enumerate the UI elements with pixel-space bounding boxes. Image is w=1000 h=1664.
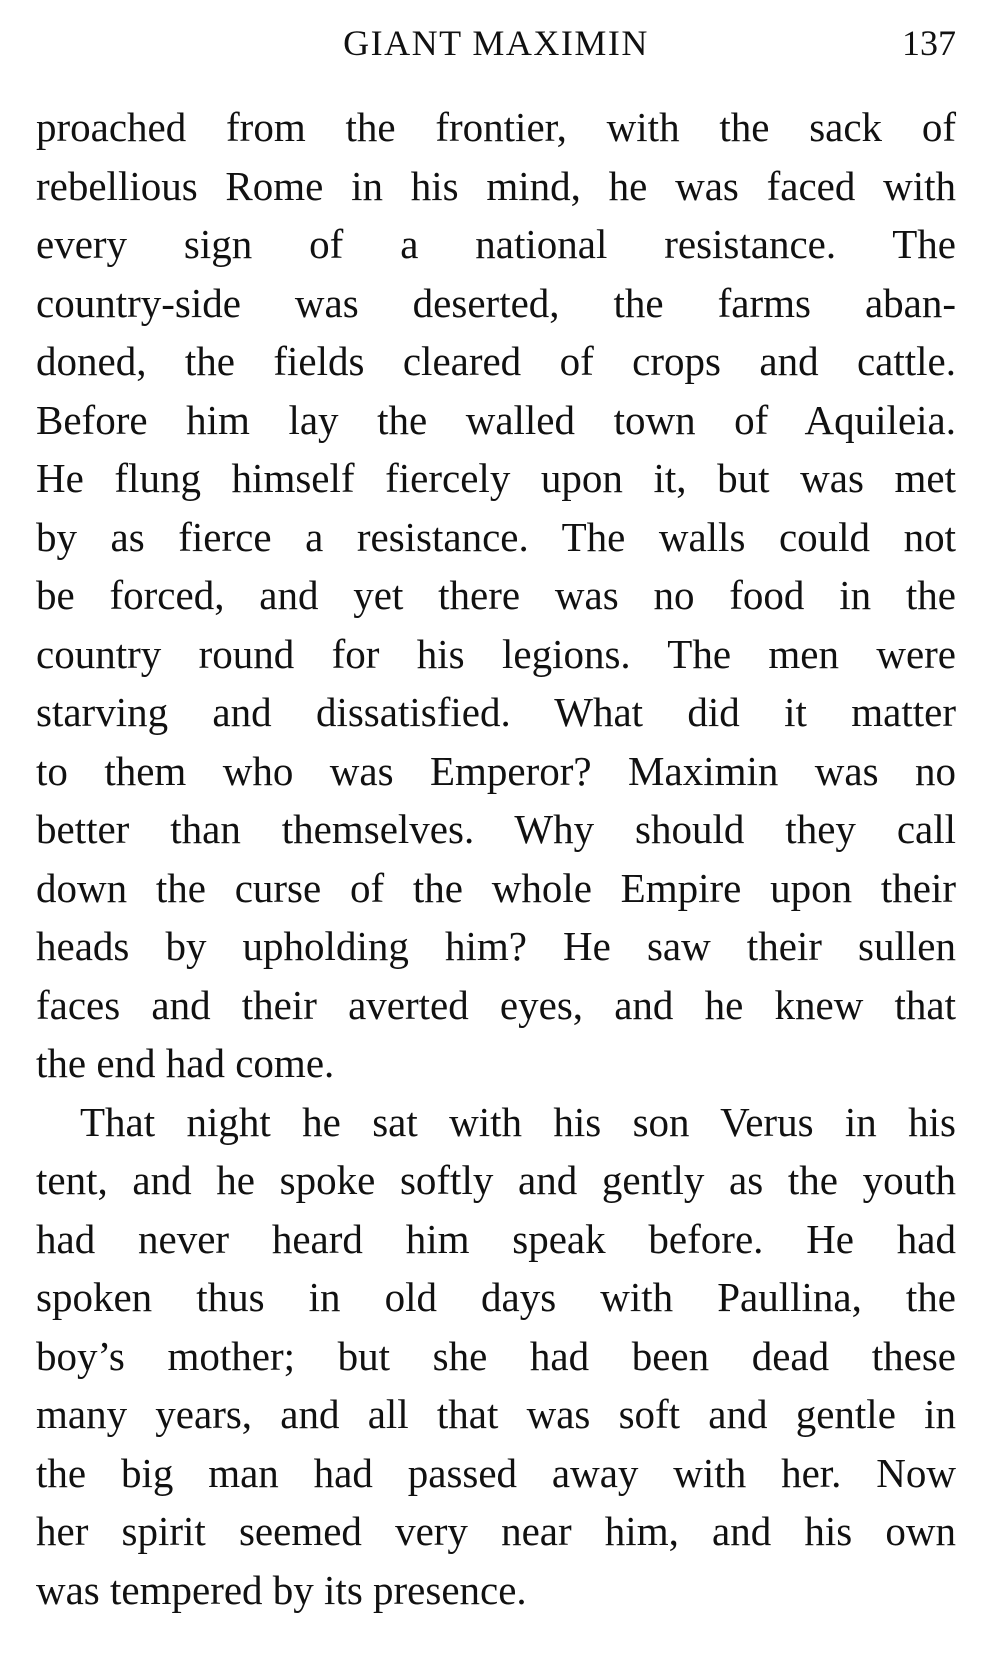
text-line: country round for his legions. The men were bbox=[36, 630, 956, 677]
text-line: proached from the frontier, with the sack of bbox=[36, 104, 956, 150]
text-line: doned, the fields cleared of crops and cattle. bbox=[36, 338, 956, 384]
text-line: her spirit seemed very near him, and his own bbox=[36, 1508, 956, 1554]
text-line: spoken thus in old days with Paullina, the bbox=[36, 1274, 956, 1320]
text-line: country-side was deserted, the farms aban- bbox=[36, 279, 956, 326]
body-text bbox=[36, 98, 956, 1619]
paragraph-1 bbox=[36, 98, 956, 1093]
text-line: the end had come. bbox=[36, 1040, 335, 1086]
text-line: Before him lay the walled town of Aquileia. bbox=[36, 396, 956, 443]
paragraph-2 bbox=[36, 1093, 956, 1620]
text-line: to them who was Emperor? Maximin was no bbox=[36, 747, 956, 794]
text-line: faces and their averted eyes, and he knew that bbox=[36, 981, 956, 1028]
text-line: was tempered by its presence. bbox=[36, 1566, 527, 1613]
text-line: That night he sat with his son Verus in his bbox=[80, 1098, 956, 1145]
text-line: down the curse of the whole Empire upon their bbox=[36, 864, 956, 911]
text-line: boy’s mother; but she had been dead these bbox=[36, 1332, 956, 1379]
text-line: starving and dissatisfied. What did it matter bbox=[36, 689, 956, 735]
text-line: tent, and he spoke softly and gently as the youth bbox=[36, 1157, 956, 1203]
text-line: the big man had passed away with her. Now bbox=[36, 1449, 956, 1496]
text-line: by as fierce a resistance. The walls could not bbox=[36, 513, 956, 560]
text-line: heads by upholding him? He saw their sullen bbox=[36, 923, 956, 969]
text-line: many years, and all that was soft and gentle in bbox=[36, 1391, 956, 1437]
text-line: every sign of a national resistance. The bbox=[36, 221, 956, 267]
text-line: better than themselves. Why should they call bbox=[36, 806, 956, 852]
page-number: 137 bbox=[902, 23, 956, 63]
running-head bbox=[36, 18, 956, 68]
text-line: had never heard him speak before. He had bbox=[36, 1215, 956, 1262]
text-line: be forced, and yet there was no food in the bbox=[36, 572, 956, 618]
text-line: He flung himself fiercely upon it, but was met bbox=[36, 455, 956, 501]
running-title: GIANT MAXIMIN bbox=[343, 23, 649, 63]
text-line: rebellious Rome in his mind, he was faced with bbox=[36, 162, 956, 209]
